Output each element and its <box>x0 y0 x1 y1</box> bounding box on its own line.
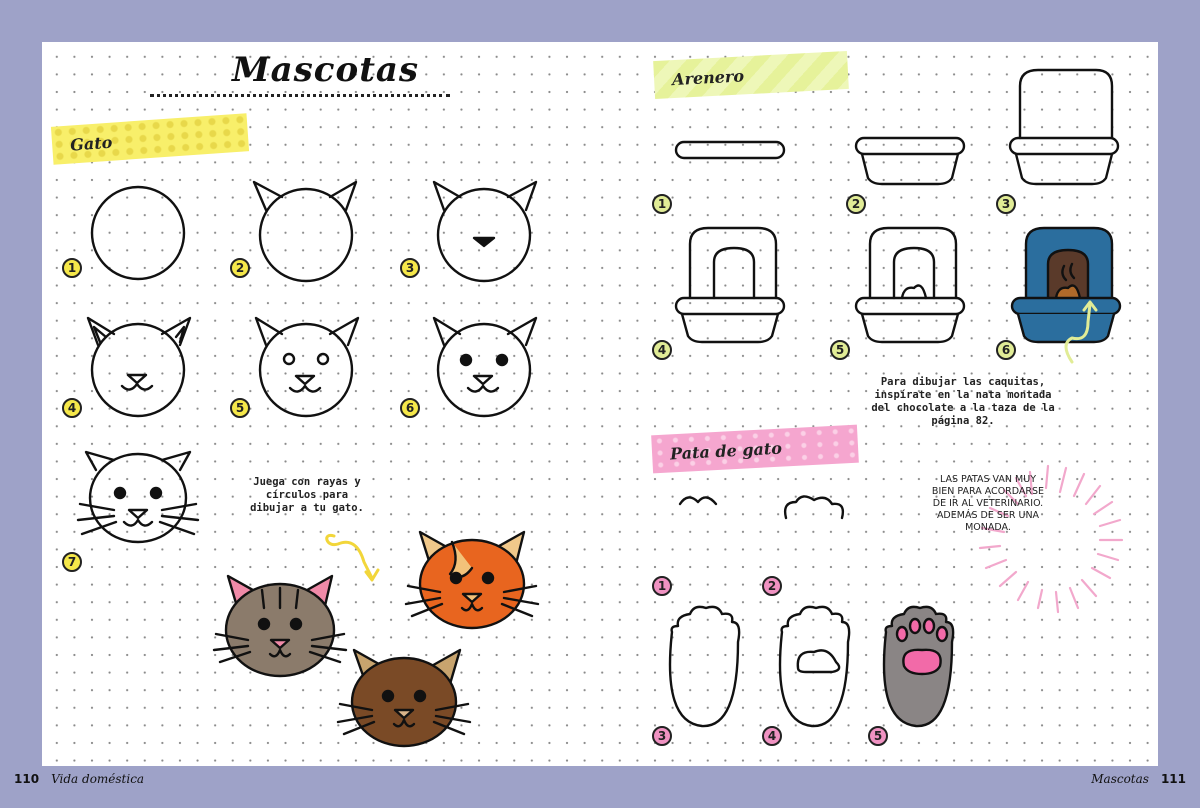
cat-step-1 <box>92 187 184 279</box>
paw-step-badge: 4 <box>762 726 782 746</box>
cat-step-5 <box>256 318 358 416</box>
left-page-number: 110 <box>14 772 40 786</box>
litter-step-badge: 1 <box>652 194 672 214</box>
burst-text: LAS PATAS VAN MUY BIEN PARA ACORDARSE DE IR AL VETERINARIO. ADEMÁS DE SER UNA MONADA. <box>931 474 1045 533</box>
litter-step-badge: 2 <box>846 194 866 214</box>
footer-right <box>1091 772 1186 786</box>
cat-step-badge: 2 <box>230 258 250 278</box>
litter-step-badge: 6 <box>996 340 1016 360</box>
litter-tip: Para dibujar las caquitas, inspírate en la nata montada del chocolate a la taza de la página 82. <box>871 376 1055 427</box>
cat-step-badge: 5 <box>230 398 250 418</box>
title-underline <box>150 94 450 97</box>
litter-step-6 <box>1012 228 1120 342</box>
section-label-gato: Gato <box>51 113 249 165</box>
orange-cat <box>406 532 538 628</box>
litter-step-4 <box>676 228 784 342</box>
cat-step-6 <box>434 318 536 416</box>
section-label-pata: Pata de gato <box>651 425 859 474</box>
paw-step-badge: 2 <box>762 576 782 596</box>
litter-step-badge: 3 <box>996 194 1016 214</box>
footer-left <box>14 772 144 786</box>
cat-step-badge: 6 <box>400 398 420 418</box>
page-title: Mascotas <box>232 50 420 90</box>
cat-step-badge: 4 <box>62 398 82 418</box>
litter-step-2 <box>856 138 964 184</box>
paw-step-2 <box>785 496 843 518</box>
right-page-number: 111 <box>1160 772 1186 786</box>
cat-step-badge: 3 <box>400 258 420 278</box>
cat-step-7 <box>78 452 198 542</box>
litter-step-1 <box>676 142 784 158</box>
tabby-cat <box>214 576 346 676</box>
spread <box>42 42 1158 766</box>
cat-step-badge: 1 <box>62 258 82 278</box>
paw-step-4 <box>780 607 849 726</box>
litter-step-3 <box>1010 70 1118 184</box>
paw-step-badge: 5 <box>868 726 888 746</box>
cat-step-badge: 7 <box>62 552 82 572</box>
litter-step-badge: 4 <box>652 340 672 360</box>
section-label-arenero: Arenero <box>653 51 849 99</box>
paw-step-badge: 3 <box>652 726 672 746</box>
left-footer-label: Vida doméstica <box>51 772 145 786</box>
paw-step-badge: 1 <box>652 576 672 596</box>
cat-tip: Juega con rayas y círculos para dibujar a tu gato. <box>250 476 364 514</box>
cat-step-2 <box>254 182 356 281</box>
paw-step-5 <box>884 607 953 726</box>
litter-step-badge: 5 <box>830 340 850 360</box>
paw-step-1 <box>680 497 716 504</box>
right-footer-label: Mascotas <box>1091 772 1149 786</box>
cat-step-3 <box>434 182 536 281</box>
cat-step-4 <box>88 318 190 416</box>
brown-cat <box>338 650 470 746</box>
paw-step-3 <box>670 607 739 726</box>
litter-step-5 <box>856 228 964 342</box>
